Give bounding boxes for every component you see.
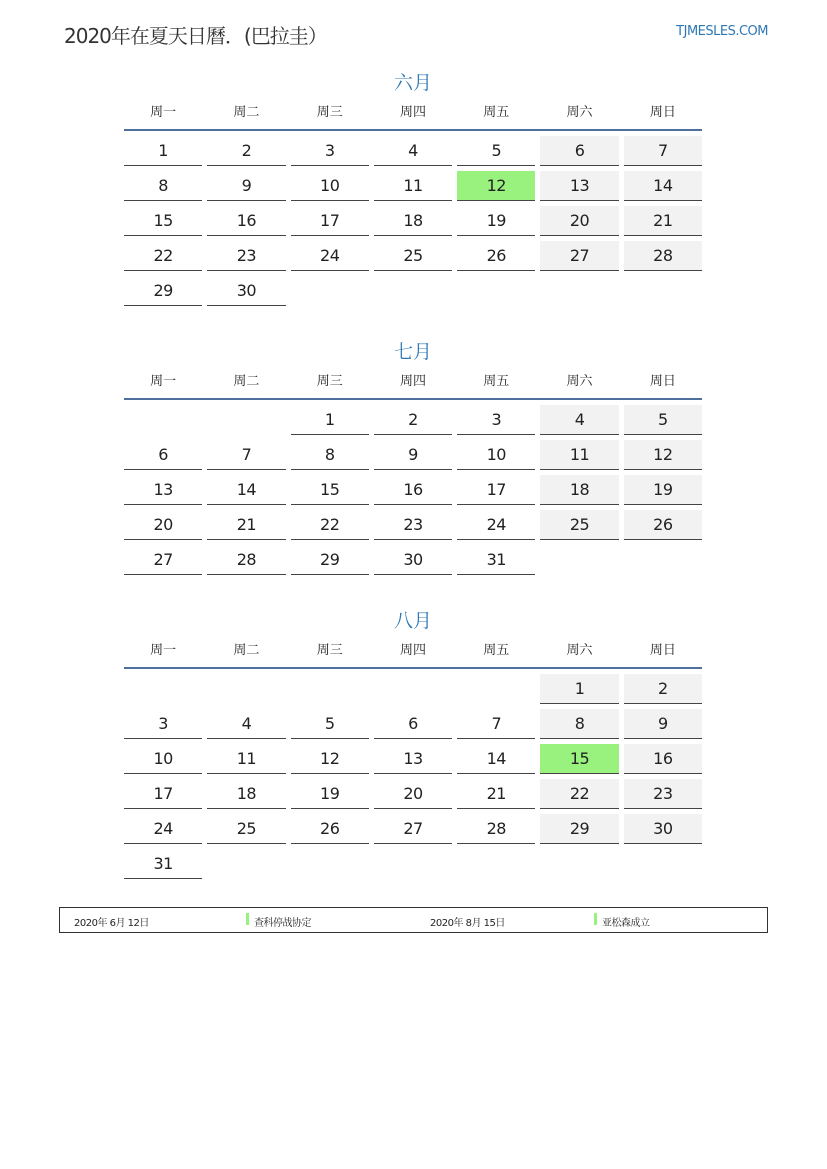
day-cell: 5 <box>624 405 702 435</box>
header-rule <box>124 129 702 131</box>
day-cell: 9 <box>374 440 452 470</box>
day-cell: 15 <box>540 744 618 774</box>
weekday-sat: 周六 <box>566 105 593 120</box>
day-cell: 25 <box>207 814 285 844</box>
weekday-fri: 周五 <box>483 643 510 658</box>
day-cell: 12 <box>624 440 702 470</box>
day-cell: 16 <box>207 206 285 236</box>
day-cell: 19 <box>624 475 702 505</box>
day-grid <box>122 674 704 879</box>
day-grid <box>122 136 704 306</box>
day-cell: 24 <box>124 814 202 844</box>
day-cell: 11 <box>540 440 618 470</box>
empty-cell <box>291 674 369 703</box>
weekday-fri: 周五 <box>483 105 510 120</box>
holiday-color-marker <box>594 913 597 925</box>
day-cell: 10 <box>291 171 369 201</box>
day-cell: 4 <box>374 136 452 166</box>
empty-cell <box>124 405 202 434</box>
weekday-wed: 周三 <box>316 105 343 120</box>
day-cell: 8 <box>291 440 369 470</box>
day-cell: 25 <box>374 241 452 271</box>
day-cell: 28 <box>457 814 535 844</box>
day-cell: 15 <box>291 475 369 505</box>
day-cell: 28 <box>207 545 285 575</box>
day-cell: 29 <box>124 276 202 306</box>
weekday-fri: 周五 <box>483 374 510 389</box>
day-cell: 26 <box>291 814 369 844</box>
weekday-sun: 周日 <box>649 374 676 389</box>
day-cell: 7 <box>207 440 285 470</box>
day-cell: 30 <box>624 814 702 844</box>
day-cell: 23 <box>624 779 702 809</box>
empty-cell <box>124 674 202 703</box>
day-cell: 27 <box>374 814 452 844</box>
day-cell: 22 <box>291 510 369 540</box>
weekday-mon: 周一 <box>150 374 177 389</box>
day-cell: 29 <box>540 814 618 844</box>
day-cell: 2 <box>624 674 702 704</box>
weekday-sat: 周六 <box>566 643 593 658</box>
day-cell: 13 <box>124 475 202 505</box>
day-cell: 4 <box>540 405 618 435</box>
day-cell: 21 <box>207 510 285 540</box>
day-cell: 23 <box>374 510 452 540</box>
day-cell: 31 <box>457 545 535 575</box>
day-cell: 16 <box>374 475 452 505</box>
day-cell: 10 <box>124 744 202 774</box>
month-title: 八月 <box>393 610 432 632</box>
legend-event: 查科停战协定 <box>254 918 311 929</box>
day-cell: 3 <box>457 405 535 435</box>
day-cell: 17 <box>124 779 202 809</box>
empty-cell <box>457 674 535 703</box>
day-cell: 6 <box>374 709 452 739</box>
empty-cell <box>374 674 452 703</box>
day-cell: 4 <box>207 709 285 739</box>
day-cell: 24 <box>291 241 369 271</box>
day-cell: 1 <box>291 405 369 435</box>
legend-date: 2020年 8月 15日 <box>430 918 505 929</box>
day-cell: 5 <box>291 709 369 739</box>
day-cell: 17 <box>291 206 369 236</box>
day-cell: 22 <box>124 241 202 271</box>
day-cell: 18 <box>374 206 452 236</box>
day-cell: 7 <box>457 709 535 739</box>
day-cell: 28 <box>624 241 702 271</box>
day-cell: 5 <box>457 136 535 166</box>
day-cell: 25 <box>540 510 618 540</box>
day-cell: 13 <box>374 744 452 774</box>
weekday-sun: 周日 <box>649 643 676 658</box>
day-cell: 22 <box>540 779 618 809</box>
weekday-tue: 周二 <box>233 643 260 658</box>
day-cell: 7 <box>624 136 702 166</box>
day-cell: 3 <box>124 709 202 739</box>
day-cell: 11 <box>207 744 285 774</box>
day-cell: 13 <box>540 171 618 201</box>
day-cell: 6 <box>124 440 202 470</box>
day-cell: 15 <box>124 206 202 236</box>
day-cell: 9 <box>624 709 702 739</box>
empty-cell <box>207 405 285 434</box>
day-cell: 1 <box>540 674 618 704</box>
day-cell: 11 <box>374 171 452 201</box>
empty-cell <box>207 674 285 703</box>
day-cell: 19 <box>291 779 369 809</box>
month-august <box>122 606 704 879</box>
day-cell: 20 <box>124 510 202 540</box>
weekday-sat: 周六 <box>566 374 593 389</box>
day-cell: 16 <box>624 744 702 774</box>
day-cell: 1 <box>124 136 202 166</box>
day-cell: 2 <box>374 405 452 435</box>
month-title: 七月 <box>393 341 432 363</box>
day-cell: 24 <box>457 510 535 540</box>
month-title: 六月 <box>393 72 432 94</box>
weekday-header <box>122 367 704 397</box>
day-cell: 12 <box>457 171 535 201</box>
day-cell: 30 <box>207 276 285 306</box>
day-cell: 18 <box>207 779 285 809</box>
day-cell: 2 <box>207 136 285 166</box>
weekday-thu: 周四 <box>399 374 426 389</box>
day-cell: 26 <box>624 510 702 540</box>
weekday-thu: 周四 <box>399 105 426 120</box>
day-cell: 20 <box>540 206 618 236</box>
weekday-tue: 周二 <box>233 374 260 389</box>
day-cell: 20 <box>374 779 452 809</box>
day-cell: 14 <box>624 171 702 201</box>
day-cell: 19 <box>457 206 535 236</box>
day-cell: 14 <box>207 475 285 505</box>
header-rule <box>124 398 702 400</box>
day-cell: 8 <box>540 709 618 739</box>
weekday-wed: 周三 <box>316 643 343 658</box>
day-cell: 27 <box>124 545 202 575</box>
day-cell: 8 <box>124 171 202 201</box>
weekday-mon: 周一 <box>150 105 177 120</box>
day-cell: 12 <box>291 744 369 774</box>
legend-event: 亚松森成立 <box>602 918 650 929</box>
site-link[interactable]: TJMESLES.COM <box>676 24 768 39</box>
day-cell: 21 <box>624 206 702 236</box>
day-cell: 31 <box>124 849 202 879</box>
weekday-mon: 周一 <box>150 643 177 658</box>
day-cell: 17 <box>457 475 535 505</box>
holiday-color-marker <box>246 913 249 925</box>
day-cell: 23 <box>207 241 285 271</box>
day-cell: 29 <box>291 545 369 575</box>
weekday-header <box>122 98 704 128</box>
weekday-thu: 周四 <box>399 643 426 658</box>
header-rule <box>124 667 702 669</box>
weekday-tue: 周二 <box>233 105 260 120</box>
holiday-legend <box>59 907 768 933</box>
day-cell: 30 <box>374 545 452 575</box>
day-cell: 3 <box>291 136 369 166</box>
month-june <box>122 68 704 306</box>
month-july <box>122 337 704 575</box>
day-cell: 21 <box>457 779 535 809</box>
page-title: 2020年在夏天日曆．(巴拉圭） <box>64 24 327 48</box>
weekday-header <box>122 636 704 666</box>
day-grid <box>122 405 704 575</box>
day-cell: 14 <box>457 744 535 774</box>
day-cell: 26 <box>457 241 535 271</box>
weekday-sun: 周日 <box>649 105 676 120</box>
day-cell: 10 <box>457 440 535 470</box>
day-cell: 27 <box>540 241 618 271</box>
weekday-wed: 周三 <box>316 374 343 389</box>
legend-date: 2020年 6月 12日 <box>74 918 149 929</box>
day-cell: 9 <box>207 171 285 201</box>
day-cell: 6 <box>540 136 618 166</box>
day-cell: 18 <box>540 475 618 505</box>
